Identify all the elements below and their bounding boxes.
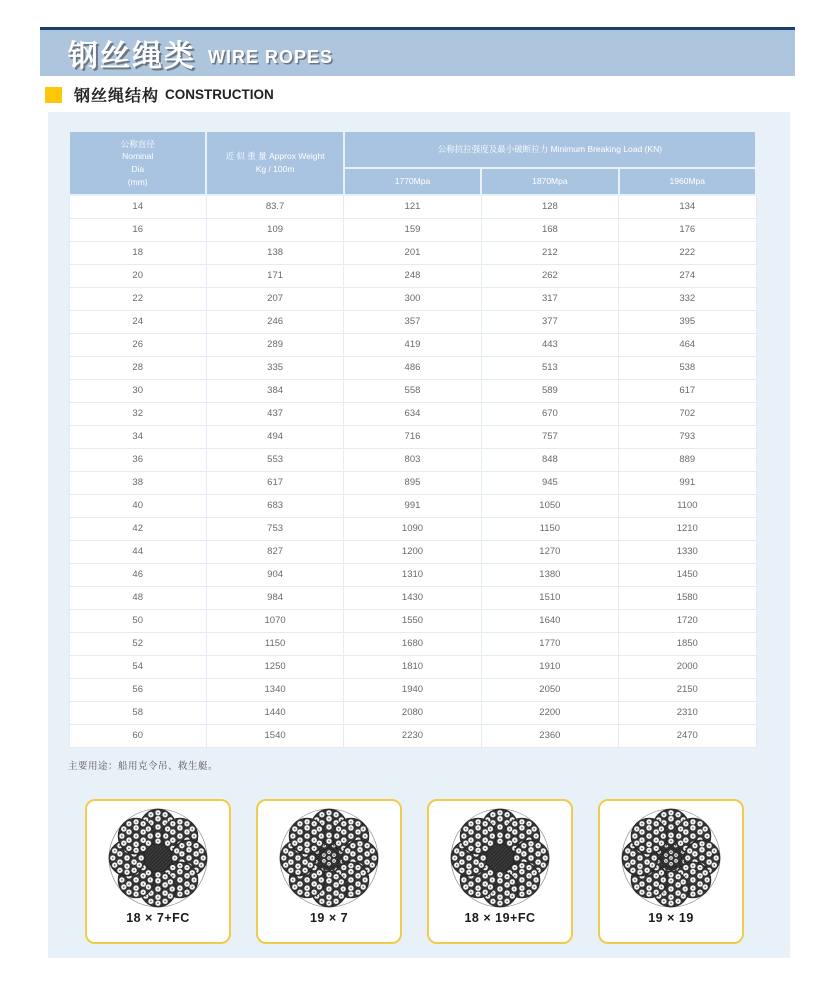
table-cell: 2310 <box>619 701 756 724</box>
header-approx-weight <box>206 131 343 195</box>
table-row <box>69 195 756 218</box>
table-row <box>69 655 756 678</box>
table-cell: 222 <box>619 241 756 264</box>
section-header <box>45 83 274 106</box>
table-cell: 317 <box>481 287 618 310</box>
table-row <box>69 632 756 655</box>
table-row <box>69 356 756 379</box>
table-cell: 332 <box>619 287 756 310</box>
table-cell: 2080 <box>344 701 481 724</box>
table-cell: 1250 <box>206 655 343 678</box>
table-cell: 207 <box>206 287 343 310</box>
table-cell: 26 <box>69 333 206 356</box>
table-cell: 558 <box>344 379 481 402</box>
table-cell: 1540 <box>206 724 343 747</box>
header-grade-1770: 1770Mpa <box>344 168 481 195</box>
header-line: 近 似 重 量 Approx Weight <box>225 151 325 162</box>
spec-table-body <box>69 195 756 747</box>
table-cell: 945 <box>481 471 618 494</box>
section-title-en: CONSTRUCTION <box>165 87 274 102</box>
banner-title-zh: 钢丝绳类 <box>68 40 196 73</box>
yellow-square-bullet-icon <box>45 87 62 103</box>
table-cell: 24 <box>69 310 206 333</box>
table-cell: 32 <box>69 402 206 425</box>
table-cell: 1510 <box>481 586 618 609</box>
header-line: Dia <box>131 164 145 174</box>
table-cell: 18 <box>69 241 206 264</box>
table-row <box>69 471 756 494</box>
spec-table <box>68 130 757 748</box>
table-cell: 1330 <box>619 540 756 563</box>
table-row <box>69 310 756 333</box>
header-line: (mm) <box>127 176 148 187</box>
table-cell: 2050 <box>481 678 618 701</box>
table-cell: 1100 <box>619 494 756 517</box>
table-cell: 793 <box>619 425 756 448</box>
table-row <box>69 287 756 310</box>
table-cell: 538 <box>619 356 756 379</box>
section-title-zh: 钢丝绳结构 <box>74 88 160 105</box>
table-cell: 30 <box>69 379 206 402</box>
table-cell: 1150 <box>481 517 618 540</box>
table-cell: 1340 <box>206 678 343 701</box>
table-cell: 1850 <box>619 632 756 655</box>
table-cell: 1580 <box>619 586 756 609</box>
table-cell: 1770 <box>481 632 618 655</box>
table-cell: 176 <box>619 218 756 241</box>
table-cell: 486 <box>344 356 481 379</box>
table-cell: 60 <box>69 724 206 747</box>
table-row <box>69 425 756 448</box>
table-cell: 168 <box>481 218 618 241</box>
table-cell: 48 <box>69 586 206 609</box>
table-row <box>69 402 756 425</box>
table-cell: 2000 <box>619 655 756 678</box>
table-row <box>69 517 756 540</box>
table-cell: 36 <box>69 448 206 471</box>
table-row <box>69 609 756 632</box>
construction-card-18x7-fc <box>85 799 231 944</box>
table-cell: 2230 <box>344 724 481 747</box>
table-cell: 1940 <box>344 678 481 701</box>
construction-card-18x19-fc <box>427 799 573 944</box>
table-cell: 1910 <box>481 655 618 678</box>
rope-cross-section-diagram <box>277 806 381 910</box>
usage-note: 主要用途：船用克令吊、救生艇。 <box>68 760 219 772</box>
table-cell: 553 <box>206 448 343 471</box>
table-cell: 56 <box>69 678 206 701</box>
table-cell: 889 <box>619 448 756 471</box>
table-cell: 54 <box>69 655 206 678</box>
table-cell: 464 <box>619 333 756 356</box>
table-cell: 1210 <box>619 517 756 540</box>
table-cell: 1310 <box>344 563 481 586</box>
table-row <box>69 540 756 563</box>
table-cell: 634 <box>344 402 481 425</box>
table-cell: 757 <box>481 425 618 448</box>
table-cell: 1680 <box>344 632 481 655</box>
table-cell: 2360 <box>481 724 618 747</box>
table-cell: 171 <box>206 264 343 287</box>
table-cell: 109 <box>206 218 343 241</box>
table-cell: 134 <box>619 195 756 218</box>
construction-label: 18 × 7+FC <box>126 910 190 925</box>
table-cell: 702 <box>619 402 756 425</box>
table-cell: 22 <box>69 287 206 310</box>
construction-card-19x19 <box>598 799 744 944</box>
table-cell: 2200 <box>481 701 618 724</box>
table-cell: 683 <box>206 494 343 517</box>
table-cell: 14 <box>69 195 206 218</box>
table-cell: 300 <box>344 287 481 310</box>
construction-label: 19 × 7 <box>309 910 349 925</box>
header-nominal-dia <box>69 131 206 195</box>
table-cell: 128 <box>481 195 618 218</box>
table-row <box>69 241 756 264</box>
table-cell: 1200 <box>344 540 481 563</box>
table-cell: 395 <box>619 310 756 333</box>
table-cell: 246 <box>206 310 343 333</box>
table-cell: 1430 <box>344 586 481 609</box>
header-line: Nominal <box>122 151 154 162</box>
table-cell: 753 <box>206 517 343 540</box>
table-cell: 984 <box>206 586 343 609</box>
table-row <box>69 333 756 356</box>
table-cell: 2470 <box>619 724 756 747</box>
header-breaking-load: 公称抗拉强度及最小破断拉力 Minimum Breaking Load (KN) <box>344 131 756 168</box>
header-line: 公称直径 <box>120 138 155 149</box>
table-cell: 50 <box>69 609 206 632</box>
table-cell: 1450 <box>619 563 756 586</box>
table-cell: 274 <box>619 264 756 287</box>
table-row <box>69 586 756 609</box>
table-cell: 384 <box>206 379 343 402</box>
table-cell: 248 <box>344 264 481 287</box>
content-panel <box>48 112 790 958</box>
table-cell: 28 <box>69 356 206 379</box>
banner-title-en: WIRE ROPES <box>208 46 334 67</box>
table-row <box>69 678 756 701</box>
table-cell: 419 <box>344 333 481 356</box>
table-cell: 20 <box>69 264 206 287</box>
table-cell: 201 <box>344 241 481 264</box>
table-cell: 803 <box>344 448 481 471</box>
construction-card-19x7 <box>256 799 402 944</box>
table-cell: 34 <box>69 425 206 448</box>
table-cell: 335 <box>206 356 343 379</box>
table-cell: 52 <box>69 632 206 655</box>
table-row <box>69 701 756 724</box>
table-cell: 513 <box>481 356 618 379</box>
table-cell: 437 <box>206 402 343 425</box>
table-cell: 904 <box>206 563 343 586</box>
table-cell: 159 <box>344 218 481 241</box>
table-cell: 1550 <box>344 609 481 632</box>
table-cell: 83.7 <box>206 195 343 218</box>
table-cell: 617 <box>206 471 343 494</box>
table-cell: 1050 <box>481 494 618 517</box>
table-cell: 40 <box>69 494 206 517</box>
table-cell: 121 <box>344 195 481 218</box>
table-cell: 895 <box>344 471 481 494</box>
table-cell: 1380 <box>481 563 618 586</box>
table-row <box>69 448 756 471</box>
table-cell: 991 <box>619 471 756 494</box>
table-cell: 1640 <box>481 609 618 632</box>
table-cell: 46 <box>69 563 206 586</box>
table-cell: 1810 <box>344 655 481 678</box>
spec-table-head <box>69 131 756 195</box>
header-line: Kg / 100m <box>255 164 295 174</box>
table-cell: 589 <box>481 379 618 402</box>
table-cell: 848 <box>481 448 618 471</box>
table-cell: 1150 <box>206 632 343 655</box>
table-row <box>69 724 756 747</box>
construction-cards <box>85 799 790 944</box>
table-cell: 1270 <box>481 540 618 563</box>
table-cell: 1720 <box>619 609 756 632</box>
table-row <box>69 494 756 517</box>
header-grade-1960: 1960Mpa <box>619 168 756 195</box>
table-row <box>69 264 756 287</box>
table-cell: 991 <box>344 494 481 517</box>
table-cell: 357 <box>344 310 481 333</box>
rope-cross-section-diagram <box>619 806 723 910</box>
table-cell: 16 <box>69 218 206 241</box>
table-cell: 377 <box>481 310 618 333</box>
rope-cross-section-diagram <box>448 806 552 910</box>
table-cell: 1440 <box>206 701 343 724</box>
table-cell: 1070 <box>206 609 343 632</box>
table-cell: 494 <box>206 425 343 448</box>
table-cell: 42 <box>69 517 206 540</box>
table-cell: 2150 <box>619 678 756 701</box>
page-banner <box>40 27 795 76</box>
table-cell: 212 <box>481 241 618 264</box>
table-cell: 617 <box>619 379 756 402</box>
table-row <box>69 379 756 402</box>
header-grade-1870: 1870Mpa <box>481 168 618 195</box>
table-cell: 38 <box>69 471 206 494</box>
table-row <box>69 563 756 586</box>
construction-label: 18 × 19+FC <box>464 910 536 925</box>
table-cell: 262 <box>481 264 618 287</box>
rope-cross-section-diagram <box>106 806 210 910</box>
table-cell: 138 <box>206 241 343 264</box>
table-cell: 443 <box>481 333 618 356</box>
table-cell: 1090 <box>344 517 481 540</box>
table-row <box>69 218 756 241</box>
table-cell: 58 <box>69 701 206 724</box>
table-cell: 289 <box>206 333 343 356</box>
table-cell: 670 <box>481 402 618 425</box>
table-cell: 827 <box>206 540 343 563</box>
table-cell: 44 <box>69 540 206 563</box>
construction-label: 19 × 19 <box>648 910 694 925</box>
table-cell: 716 <box>344 425 481 448</box>
